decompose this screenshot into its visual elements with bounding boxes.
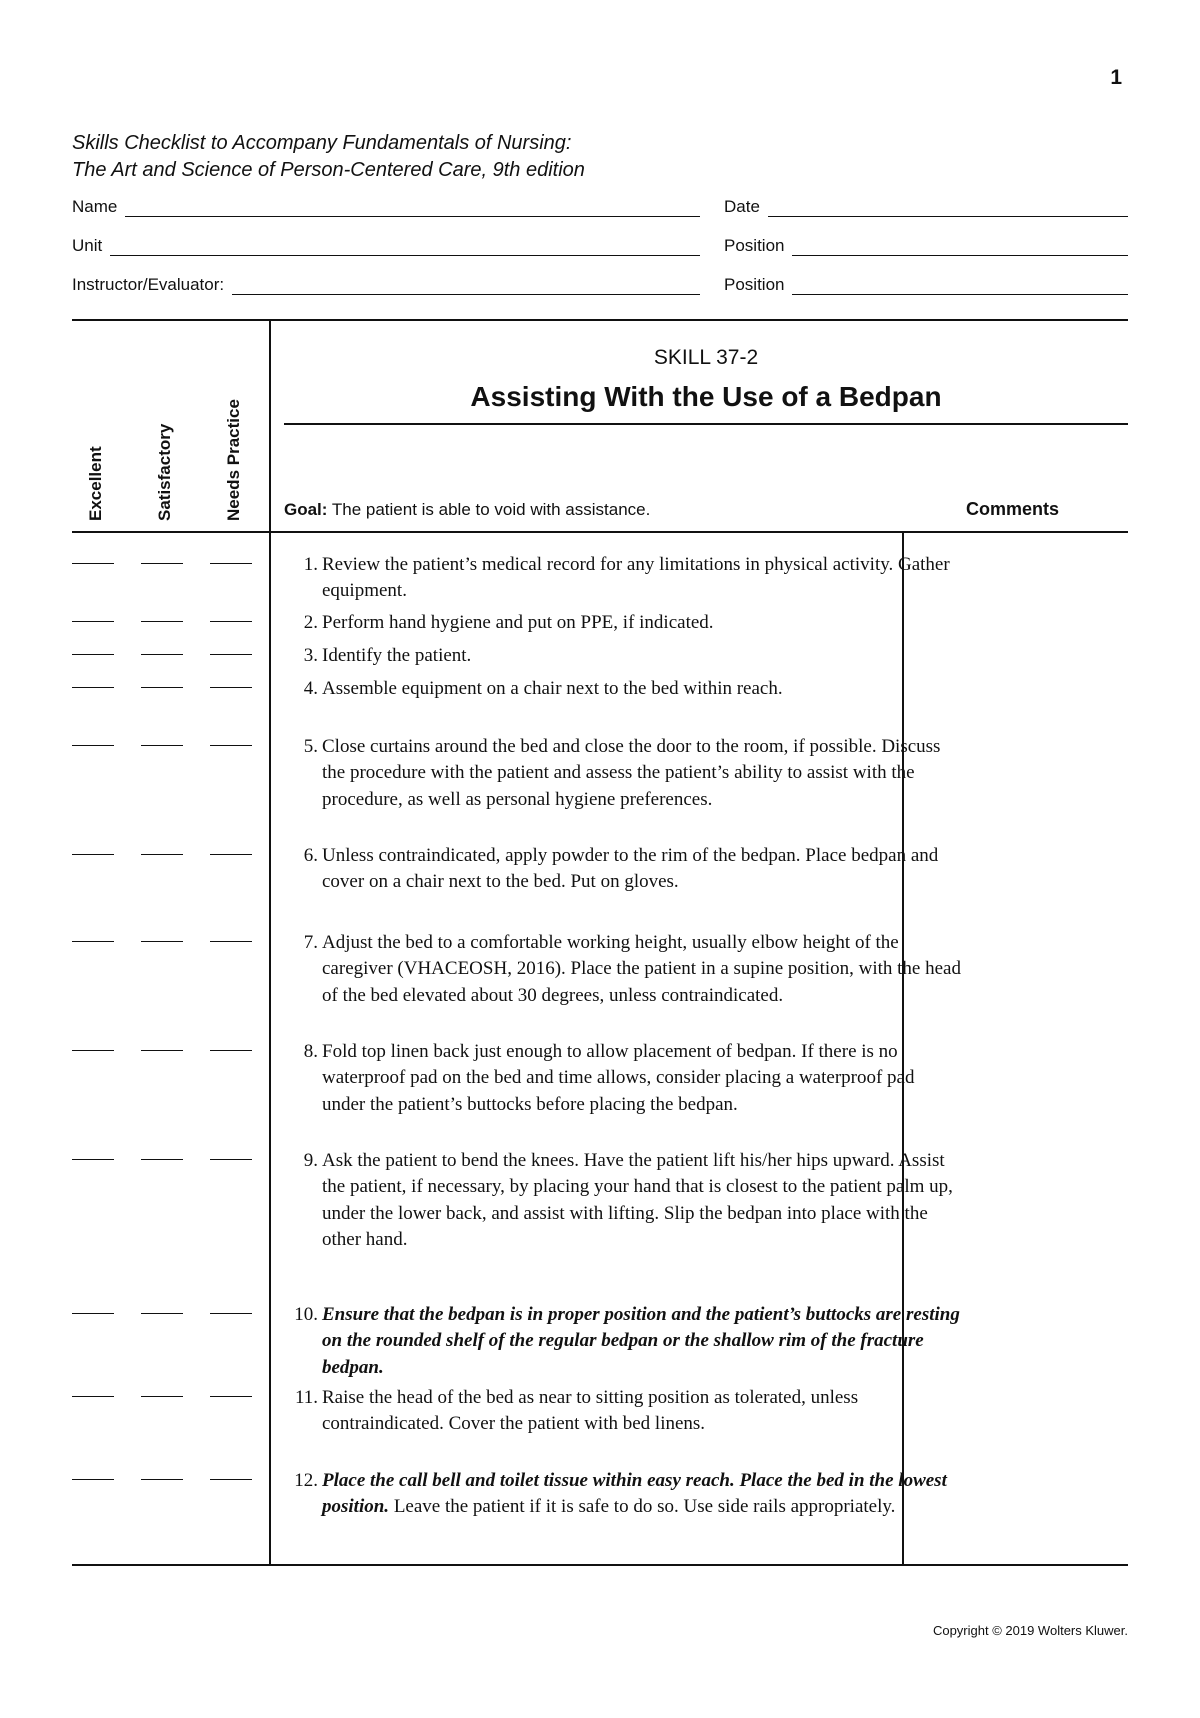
step-text (322, 1039, 962, 1118)
satisfactory-blank[interactable] (141, 1396, 183, 1397)
step-number: 11. (294, 1387, 318, 1408)
step-text (322, 552, 962, 605)
book-title-line1: Skills Checklist to Accompany Fundamentals of Nursing: (72, 132, 572, 154)
step-text-part: Close curtains around the bed and close the door to the room, if possible. Discuss the procedure with the patient and assess the patient’s ability to assist with the procedure, as well as personal hygiene preferences. (322, 736, 941, 810)
step-text (322, 1302, 962, 1381)
instructor-label: Instructor/Evaluator: (72, 275, 225, 294)
goal-label: Goal: (284, 500, 328, 519)
step-number: 2. (303, 612, 318, 633)
unit-field[interactable] (72, 236, 700, 256)
table-bottom-rule (72, 1564, 1128, 1566)
satisfactory-blank[interactable] (141, 621, 183, 622)
excellent-blank[interactable] (72, 1159, 114, 1160)
needs-practice-blank[interactable] (210, 1479, 252, 1480)
step-text (322, 643, 962, 669)
step-text (322, 734, 962, 813)
step-text-part: Ask the patient to bend the knees. Have the patient lift his/her hips upward. Assist the patient, if necessary, by placing your hand that is closest to the patient palm up, under the lower back, and assist with lifting. Slip the bedpan into place with the other hand. (322, 1150, 953, 1250)
skill-title: Assisting With the Use of a Bedpan (470, 381, 942, 412)
step-number: 4. (303, 678, 318, 699)
satisfactory-blank[interactable] (141, 1050, 183, 1051)
goal-text: The patient is able to void with assistance. (327, 500, 651, 519)
step-text (322, 930, 962, 1009)
instructor-position-row (72, 275, 1128, 305)
name-label: Name (72, 197, 118, 216)
step-number: 9. (303, 1150, 318, 1171)
step-number: 8. (303, 1041, 318, 1062)
position-field-2[interactable] (724, 275, 1128, 295)
satisfactory-blank[interactable] (141, 563, 183, 564)
position-line-1[interactable] (792, 239, 1128, 256)
step-critical-text: Place the call bell and toilet tissue within easy reach. Place the bed in the lowest position. (322, 1470, 947, 1518)
needs-practice-blank[interactable] (210, 1159, 252, 1160)
rating-header-excellent: Excellent (86, 446, 105, 521)
book-title-line2: The Art and Science of Person-Centered Care, 9th edition (72, 159, 585, 181)
excellent-blank[interactable] (72, 1479, 114, 1480)
position-line-2[interactable] (792, 278, 1128, 295)
step-number: 7. (303, 932, 318, 953)
step-text-part: Assemble equipment on a chair next to the bed within reach. (322, 678, 783, 699)
satisfactory-blank[interactable] (141, 854, 183, 855)
needs-practice-blank[interactable] (210, 687, 252, 688)
step-text (322, 1385, 962, 1438)
step-text (322, 843, 962, 896)
position-label-2: Position (724, 275, 785, 294)
rating-header-satisfactory: Satisfactory (155, 423, 174, 521)
title-rule (284, 423, 1128, 425)
needs-practice-blank[interactable] (210, 745, 252, 746)
step-number: 10. (294, 1304, 318, 1325)
rating-header-needs-practice: Needs Practice (224, 399, 243, 521)
step-text-part: Review the patient’s medical record for any limitations in physical activity. Gather equipment. (322, 554, 950, 602)
needs-practice-blank[interactable] (210, 941, 252, 942)
unit-position-row (72, 236, 1128, 266)
skill-number: SKILL 37-2 (653, 346, 759, 369)
step-text (322, 610, 962, 636)
step-text (322, 1468, 962, 1521)
step-number: 1. (303, 554, 318, 575)
satisfactory-blank[interactable] (141, 654, 183, 655)
unit-label: Unit (72, 236, 103, 255)
step-number: 5. (303, 736, 318, 757)
excellent-blank[interactable] (72, 745, 114, 746)
excellent-blank[interactable] (72, 687, 114, 688)
satisfactory-blank[interactable] (141, 1159, 183, 1160)
excellent-blank[interactable] (72, 1050, 114, 1051)
step-text-part: Adjust the bed to a comfortable working height, usually elbow height of the caregiver (VHACEOSH, 2016). Place the patient in a supine position, with the head of the bed elevated about 30 degrees, unless contraindicated. (322, 932, 961, 1006)
step-text-part: Perform hand hygiene and put on PPE, if indicated. (322, 612, 714, 633)
step-number: 3. (303, 645, 318, 666)
header-bottom-rule (72, 531, 1128, 533)
step-number: 12. (294, 1470, 318, 1491)
instructor-field[interactable] (72, 275, 700, 295)
satisfactory-blank[interactable] (141, 745, 183, 746)
excellent-blank[interactable] (72, 654, 114, 655)
needs-practice-blank[interactable] (210, 1050, 252, 1051)
step-text-part: Leave the patient if it is safe to do so. Use side rails appropriately. (389, 1496, 896, 1518)
excellent-blank[interactable] (72, 941, 114, 942)
date-label: Date (724, 197, 760, 216)
position-label-1: Position (724, 236, 785, 255)
rating-column-divider (269, 320, 271, 1565)
needs-practice-blank[interactable] (210, 1396, 252, 1397)
step-critical-text: Ensure that the bedpan is in proper position and the patient’s buttocks are resting on the rounded shelf of the regular bedpan or the shallow rim of the fracture bedpan. (322, 1304, 960, 1378)
step-text-part: Raise the head of the bed as near to sitting position as tolerated, unless contraindicated. Cover the patient with bed linens. (322, 1387, 859, 1435)
position-field-1[interactable] (724, 236, 1128, 256)
book-title (72, 130, 585, 184)
needs-practice-blank[interactable] (210, 621, 252, 622)
step-text (322, 676, 962, 702)
unit-line[interactable] (110, 239, 700, 256)
date-line[interactable] (768, 200, 1128, 217)
goal-statement (284, 500, 650, 520)
date-field[interactable] (724, 197, 1128, 217)
instructor-line[interactable] (232, 278, 700, 295)
satisfactory-blank[interactable] (141, 687, 183, 688)
needs-practice-blank[interactable] (210, 563, 252, 564)
step-text-part: Identify the patient. (322, 645, 472, 666)
page-number: 1 (1110, 66, 1122, 89)
needs-practice-blank[interactable] (210, 854, 252, 855)
needs-practice-blank[interactable] (210, 654, 252, 655)
excellent-blank[interactable] (72, 563, 114, 564)
needs-practice-blank[interactable] (210, 1313, 252, 1314)
name-line[interactable] (125, 200, 700, 217)
excellent-blank[interactable] (72, 1313, 114, 1314)
excellent-blank[interactable] (72, 1396, 114, 1397)
name-field[interactable] (72, 197, 700, 217)
comments-header: Comments (966, 499, 1060, 519)
satisfactory-blank[interactable] (141, 1479, 183, 1480)
step-text-part: Fold top linen back just enough to allow placement of bedpan. If there is no waterproof pad on the bed and time allows, consider placing a waterproof pad under the patient’s buttocks before placing the bedpan. (322, 1041, 915, 1115)
excellent-blank[interactable] (72, 621, 114, 622)
satisfactory-blank[interactable] (141, 941, 183, 942)
step-text-part: Unless contraindicated, apply powder to the rim of the bedpan. Place bedpan and cover on a chair next to the bed. Put on gloves. (322, 845, 939, 893)
step-number: 6. (303, 845, 318, 866)
name-date-row (72, 197, 1128, 227)
header-top-rule (72, 319, 1128, 321)
step-text (322, 1148, 962, 1253)
excellent-blank[interactable] (72, 854, 114, 855)
satisfactory-blank[interactable] (141, 1313, 183, 1314)
copyright: Copyright © 2019 Wolters Kluwer. (932, 1623, 1128, 1638)
